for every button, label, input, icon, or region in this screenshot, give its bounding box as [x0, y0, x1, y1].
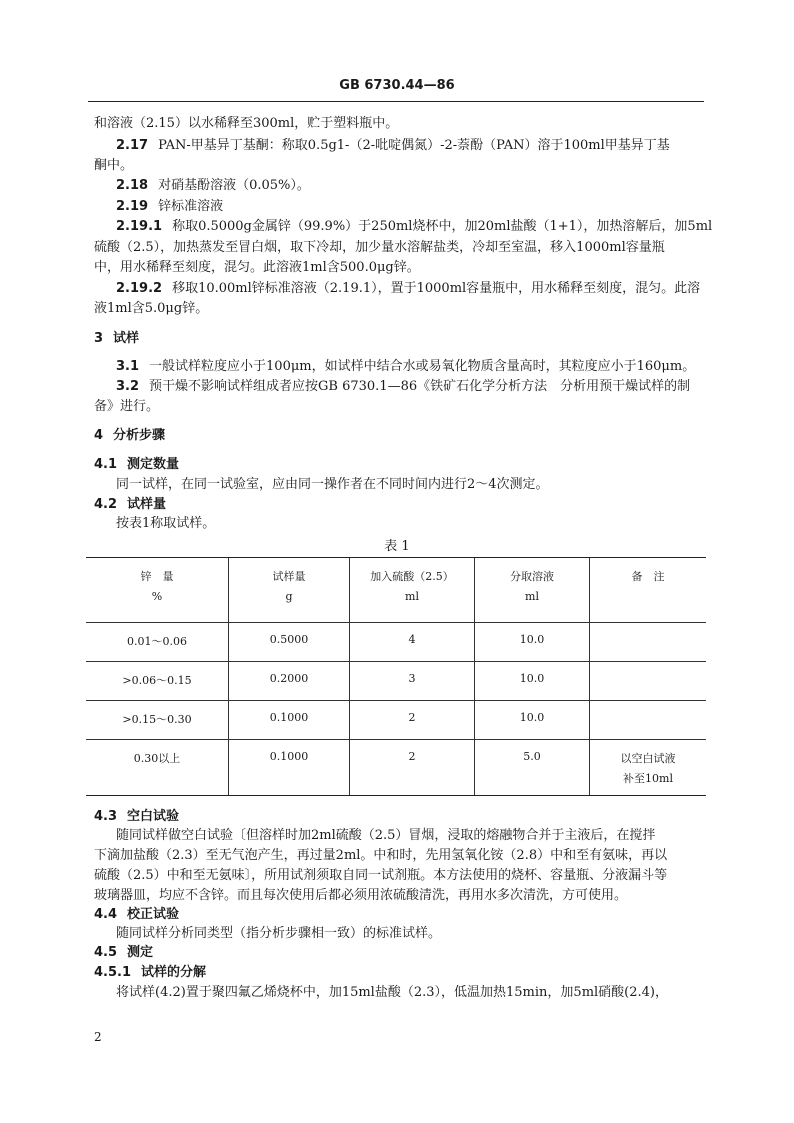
clause-4-3-line4: 玻璃器皿，均应不含锌。而且每次使用后都必须用浓硫酸清洗，再用水多次清洗，方可使用。 [94, 888, 628, 903]
table-header-row [86, 558, 706, 623]
clause-4-1-body: 同一试样，在同一试验室，应由同一操作者在不同时间内进行2～4次测定。 [116, 477, 549, 492]
header-rule [88, 101, 704, 102]
clause-4-2: 4.2 试样量 [94, 497, 167, 512]
clause-4-1: 4.1 测定数量 [94, 457, 180, 472]
table-row [86, 662, 706, 701]
clause-2-19: 2.19 锌标准溶液 [116, 199, 224, 214]
cell-mass: 0.1000 [229, 740, 350, 796]
clause-2-19-2-line2: 液1ml含5.0μg锌。 [94, 301, 209, 316]
page-number: 2 [94, 1030, 102, 1044]
cell-aliquot: 10.0 [475, 623, 590, 662]
header-remarks: 备 注 [590, 558, 707, 623]
clause-4-3-line3: 硫酸（2.5）中和至无氨味〕，所用试剂须取自同一试剂瓶。本方法使用的烧杯、容量瓶、分液漏斗等 [94, 868, 668, 883]
cell-remarks [590, 662, 707, 701]
clause-4-5: 4.5 测定 [94, 945, 154, 960]
header-zinc: 锌 量 % [86, 558, 229, 623]
cell-aliquot: 10.0 [475, 662, 590, 701]
cell-mass: 0.2000 [229, 662, 350, 701]
clause-2-19-1-line2: 硫酸（2.5），加热蒸发至冒白烟，取下冷却，加少量水溶解盐类，冷却至室温，移入1000ml容量瓶 [94, 240, 665, 255]
table-caption: 表 1 [384, 539, 410, 554]
header-aliquot: 分取溶液 ml [475, 558, 590, 623]
table-row [86, 623, 706, 662]
para-continuation: 和溶液（2.15）以水稀释至300ml，贮于塑料瓶中。 [94, 116, 399, 131]
cell-remarks [590, 701, 707, 740]
clause-4-4: 4.4 校正试验 [94, 907, 180, 922]
clause-4-5-1: 4.5.1 试样的分解 [94, 965, 207, 980]
cell-mass: 0.1000 [229, 701, 350, 740]
clause-4-4-body: 随同试样分析同类型（指分析步骤相一致）的标准试样。 [116, 926, 442, 941]
clause-4-3-line1: 随同试样做空白试验〔但溶样时加2ml硫酸（2.5）冒烟，浸取的熔融物合并于主液后，在搅拌 [116, 828, 656, 843]
clause-2-17: 2.17 PAN-甲基异丁基酮：称取0.5g1-（2-吡啶偶氮）-2-萘酚（PAN）溶于100ml甲基异丁基 [116, 138, 670, 153]
cell-acid: 3 [350, 662, 475, 701]
cell-zinc: 0.30以上 [86, 740, 229, 796]
cell-remarks: 以空白试液 补至10ml [590, 740, 707, 796]
clause-3-2-cont: 备》进行。 [94, 399, 160, 414]
table-row [86, 740, 706, 796]
table-row [86, 701, 706, 740]
clause-4-3: 4.3 空白试验 [94, 809, 180, 824]
clause-2-19-1: 2.19.1 称取0.5000g金属锌（99.9%）于250ml烧杯中，加20ml盐酸（1+1），加热溶解后，加5ml [116, 219, 713, 234]
section-3-heading: 3 试样 [94, 331, 140, 346]
clause-3-2: 3.2 预干燥不影响试样组成者应按GB 6730.1—86《铁矿石化学分析方法 分析用预干燥试样的制 [116, 379, 691, 394]
cell-acid: 4 [350, 623, 475, 662]
cell-zinc: 0.01～0.06 [86, 623, 229, 662]
cell-zinc: >0.06～0.15 [86, 662, 229, 701]
cell-aliquot: 10.0 [475, 701, 590, 740]
clause-2-19-2: 2.19.2 移取10.00ml锌标准溶液（2.19.1），置于1000ml容量瓶中，用水稀释至刻度，混匀。此溶 [116, 281, 701, 296]
clause-2-17-cont: 酮中。 [94, 158, 134, 173]
section-4-heading: 4 分析步骤 [94, 428, 166, 443]
clause-2-18: 2.18 对硝基酚溶液（0.05%）。 [116, 178, 310, 193]
clause-3-1: 3.1 一般试样粒度应小于100μm，如试样中结合水或易氧化物质含量高时，其粒度应小于160μm。 [116, 359, 696, 374]
cell-acid: 2 [350, 740, 475, 796]
clause-4-3-line2: 下滴加盐酸（2.3）至无气泡产生，再过量2ml。中和时，先用氢氧化铵（2.8）中和至有氨味，再以 [94, 848, 668, 863]
header-sulfuric-acid: 加入硫酸（2.5） ml [350, 558, 475, 623]
cell-acid: 2 [350, 701, 475, 740]
clause-2-19-1-line3: 中，用水稀释至刻度，混匀。此溶液1ml含500.0μg锌。 [94, 260, 420, 275]
cell-aliquot: 5.0 [475, 740, 590, 796]
cell-mass: 0.5000 [229, 623, 350, 662]
cell-remarks [590, 623, 707, 662]
sample-amount-table [86, 557, 706, 796]
header-sample-mass: 试样量 g [229, 558, 350, 623]
document-code: GB 6730.44—86 [339, 78, 455, 93]
cell-zinc: >0.15～0.30 [86, 701, 229, 740]
clause-4-5-1-body: 将试样(4.2)置于聚四氟乙烯烧杯中，加15ml盐酸（2.3），低温加热15min，加5ml硝酸(2.4)， [116, 985, 668, 1000]
clause-4-2-body: 按表1称取试样。 [116, 516, 216, 531]
